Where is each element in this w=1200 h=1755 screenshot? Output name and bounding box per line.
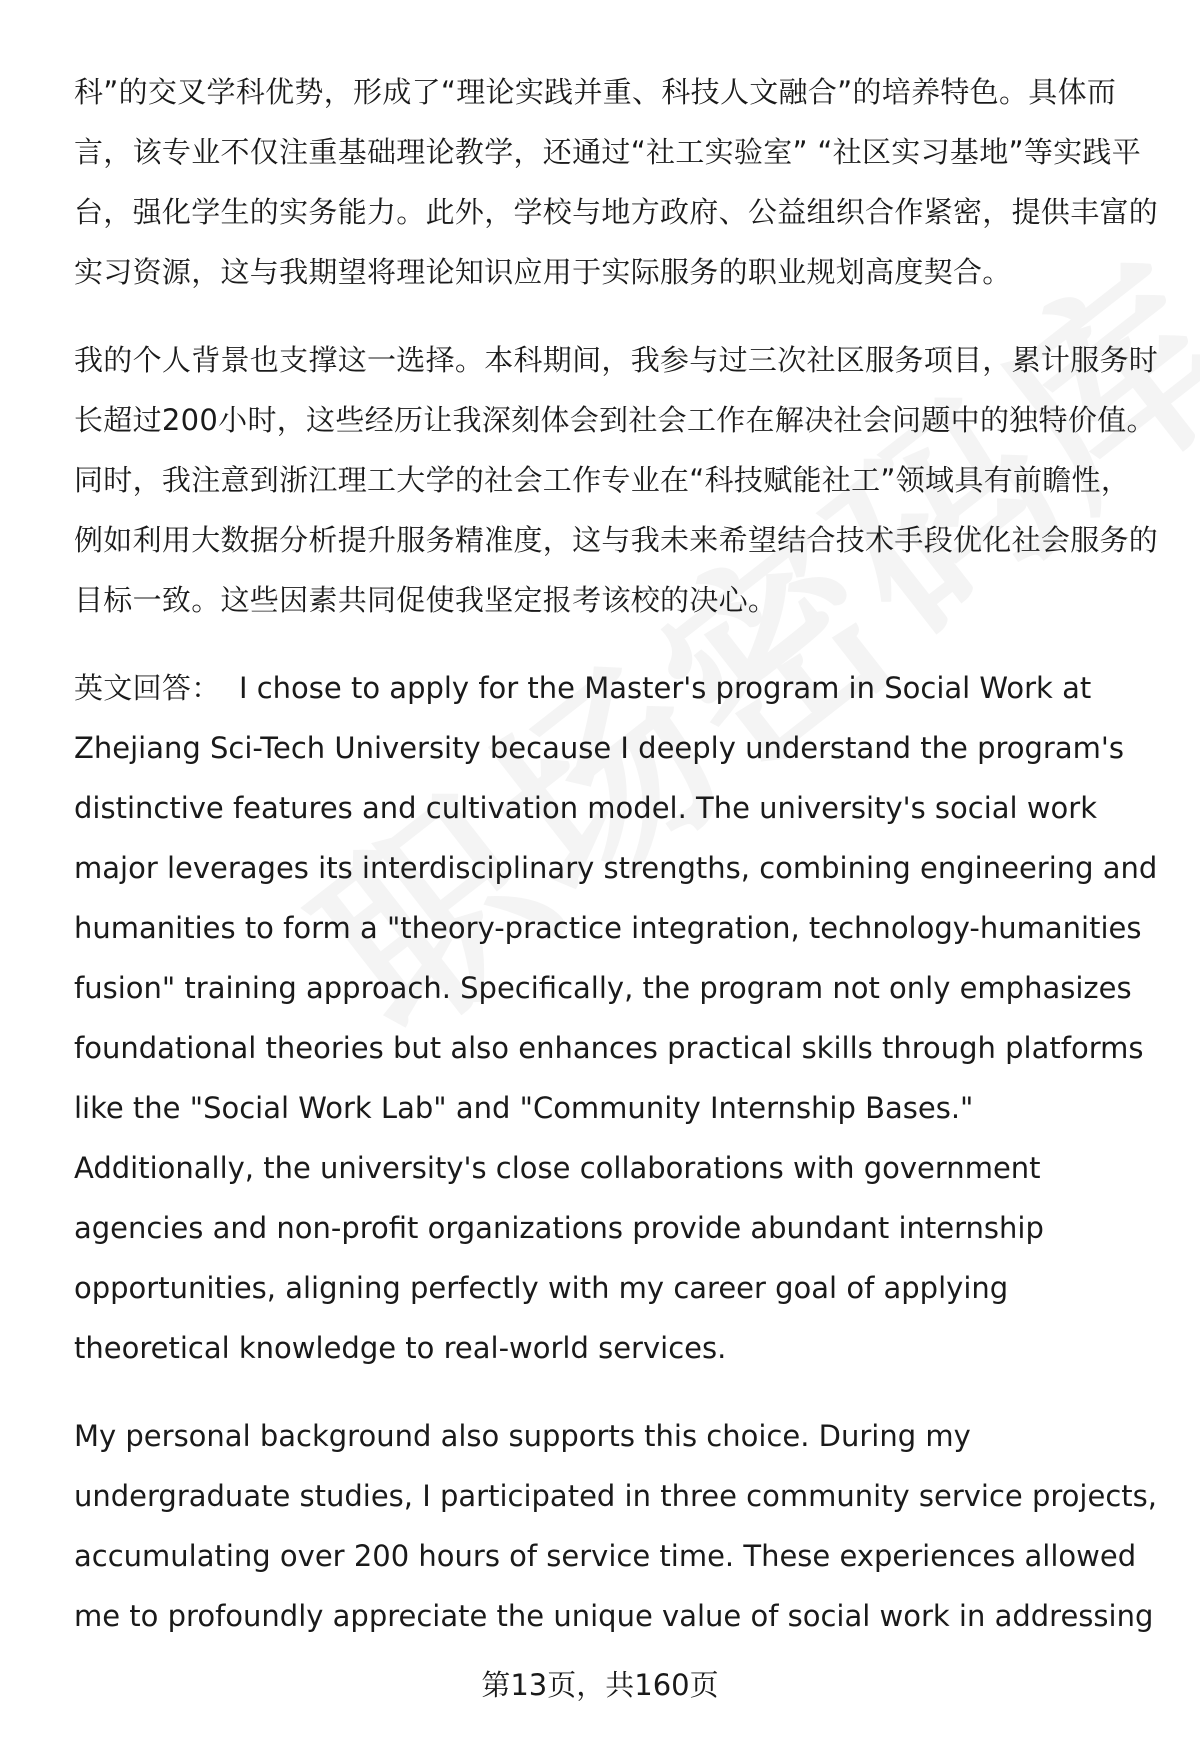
english-answer-label: 英文回答： <box>74 671 221 705</box>
english-answer-text: I chose to apply for the Master's program in Social Work at Zhejiang Sci-Tech University because I deeply understand the program's distinctive features and cultivation model. The university's social work major leverages its interdisciplinary strengths, combining engineering and humanities to form a "theory-practice integration, technology-humanities fusion" training approach. Specifically, the program not only emphasizes foundational theories but also enhances practical skills through platforms like the "Social Work Lab" and "Community Internship Bases." Additionally, the university's close collaborations with government agencies and non-profit organizations provide abundant internship opportunities, aligning perfectly with my career goal of applying theoretical knowledge to real-world services. <box>74 671 1158 1365</box>
page-number: 第13页，共160页 <box>481 1668 719 1702</box>
paragraph-chinese-1: 科”的交叉学科优势，形成了“理论实践并重、科技人文融合”的培养特色。具体而言，该专业不仅注重基础理论教学，还通过“社工实验室” “社区实习基地”等实践平台，强化学生的实务能力。此外，学校与地方政府、公益组织合作紧密，提供丰富的实习资源，这与我期望将理论知识应用于实际服务的职业规划高度契合。 <box>74 75 1159 289</box>
paragraph-english-2: My personal background also supports this choice. During my undergraduate studies, I participated in three community service projects, accumulating over 200 hours of service time. These experiences allowed me to profoundly appreciate the unique value of social work in addressing <box>74 1419 1157 1633</box>
paragraph-english-1 <box>74 658 1159 1378</box>
paragraph-chinese-2: 我的个人背景也支撑这一选择。本科期间，我参与过三次社区服务项目，累计服务时长超过200小时，这些经历让我深刻体会到社会工作在解决社会问题中的独特价值。同时，我注意到浙江理工大学的社会工作专业在“科技赋能社工”领域具有前瞻性，例如利用大数据分析提升服务精准度，这与我未来希望结合技术手段优化社会服务的目标一致。这些因素共同促使我坚定报考该校的决心。 <box>74 343 1159 617</box>
page-content <box>74 62 1159 1646</box>
